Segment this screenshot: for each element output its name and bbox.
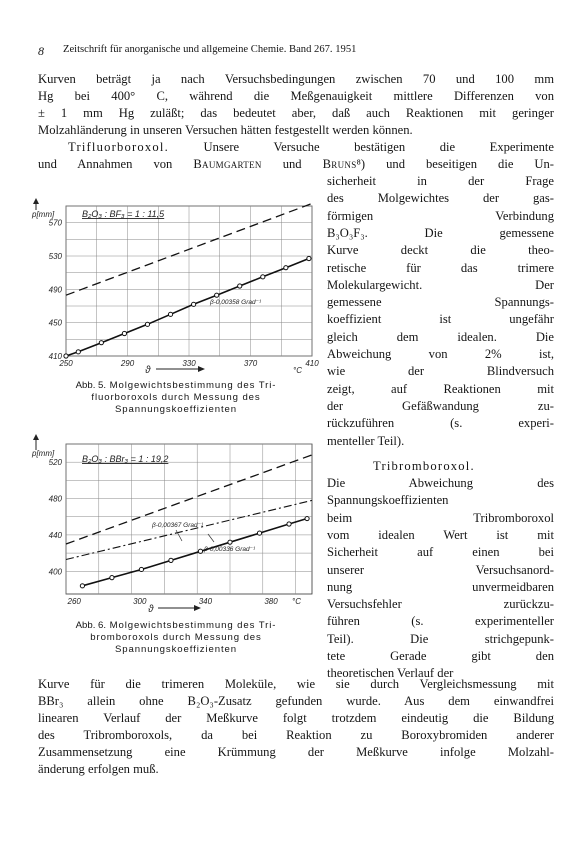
slope-annotation: β-0,00358 Grad⁻¹: [210, 299, 262, 306]
section-heading-tribrom: Tribromboroxol.: [373, 459, 475, 473]
column-line: führen (s. experimenteller: [327, 614, 554, 629]
column-line: Sicherheit auf einen bei: [327, 545, 554, 560]
curve-label: B₂O₃ : BF₃ = 1 : 11,5: [82, 209, 165, 219]
body-line: Kurven beträgt ja nach Versuchsbedingungen zwischen 70 und 100 mm: [38, 72, 554, 86]
data-point: [122, 331, 126, 335]
x-axis-unit: °C: [293, 366, 302, 375]
y-axis-arrowhead: [33, 198, 39, 204]
data-point: [110, 576, 114, 580]
column-line: vom idealen Wert ist mit: [327, 527, 554, 542]
annotation-pointer: [208, 534, 214, 542]
figure-6-caption: [30, 620, 322, 657]
series-line-dash-dot: [66, 500, 312, 559]
section-heading-trifluor: Trifluorboroxol.: [68, 140, 169, 154]
column-line: unserer Versuchsanord-: [327, 562, 554, 577]
x-axis-symbol: ϑ: [145, 365, 151, 376]
data-point: [215, 293, 219, 297]
data-point: [257, 531, 261, 535]
body-line: änderung erfolgen muß.: [38, 762, 159, 776]
author-name: Bruns: [322, 157, 357, 171]
y-tick-label: 490: [48, 285, 62, 295]
x-tick-label: 250: [59, 359, 73, 368]
column-line: tete Gerade gibt den: [327, 649, 554, 663]
data-point: [145, 322, 149, 326]
caption-text: Molgewichtsbestimmung des Tri-: [109, 380, 277, 391]
data-point: [76, 350, 80, 354]
body-line: BBr₃ allein ohne B₂O₃-Zusatz gefunden wurde. Aus dem einwandfrei: [38, 694, 554, 708]
body-line: Zusammensetzung eine Krümmung der Meßkurve infolge Molzahl-: [38, 745, 554, 759]
section-heading-line: [373, 458, 554, 475]
column-line: menteller Teil).: [327, 433, 405, 448]
column-line: gleich dem idealen. Die: [327, 329, 554, 344]
body-text: und Annahmen von: [38, 157, 173, 171]
slope-annotation-lower: β-0,00336 Grad⁻¹: [204, 546, 256, 553]
y-tick-label: 410: [48, 352, 62, 361]
y-axis-label: p[mm]: [32, 210, 55, 219]
data-point: [80, 584, 84, 588]
caption-text: Spannungskoeffizienten: [114, 644, 238, 656]
slope-annotation-upper: β-0,00367 Grad⁻¹: [152, 522, 204, 529]
column-line: Molekulargewicht. Der: [327, 277, 554, 292]
body-line: Hg bei 400° C, während die Meßgenauigkeit mittlere Differenzen von: [38, 89, 554, 103]
column-line: B₃O₃F₃. Die gemessene: [327, 225, 554, 240]
y-tick-label: 440: [48, 530, 62, 540]
column-line: retische für das trimere: [327, 260, 554, 275]
column-line: Teil). Die strichgepunk-: [327, 631, 554, 646]
author-name: Baumgarten: [193, 157, 262, 171]
column-line: Kurve deckt die theo-: [327, 243, 554, 258]
y-tick-label: 520: [48, 458, 62, 468]
caption-text: bromboroxols durch Messung des: [90, 632, 262, 644]
x-tick-label: 410: [305, 359, 319, 368]
data-point: [305, 516, 309, 520]
body-text: Unsere Versuche bestätigen die Experimente: [203, 140, 554, 154]
column-line: förmigen Verbindung: [327, 208, 554, 223]
figure-5-caption: [30, 380, 322, 417]
data-point: [99, 341, 103, 345]
column-line: rückzuführen (s. experi-: [327, 416, 554, 431]
data-point: [198, 549, 202, 553]
x-axis-arrowhead: [198, 366, 205, 372]
figure-5-chart: [30, 198, 322, 378]
section-heading-line: [68, 139, 554, 156]
data-point: [238, 284, 242, 288]
x-axis-unit: °C: [292, 597, 301, 606]
y-tick-label: 480: [48, 494, 62, 504]
x-tick-label: 330: [182, 359, 196, 368]
column-line: theoretischen Verlauf der: [327, 666, 454, 681]
body-line: Kurve für die trimeren Moleküle, wie sie durch Vergleichsmessung mit: [38, 677, 554, 691]
curve-label: B₂O₃ : BBr₃ = 1 : 19,2: [82, 454, 169, 464]
x-axis-symbol: ϑ: [148, 604, 154, 615]
y-tick-label: 530: [48, 252, 62, 261]
data-point: [139, 567, 143, 571]
data-point: [169, 558, 173, 562]
x-tick-label: 260: [67, 597, 81, 606]
y-tick-label: 570: [48, 218, 62, 228]
column-line: Abweichung von 2% ist,: [327, 347, 554, 361]
data-point: [261, 275, 265, 279]
body-line: linearen Verlauf der Meßkurve folgt trotzdem eindeutig die Bildung: [38, 711, 554, 725]
y-axis-arrowhead: [33, 434, 39, 440]
column-line: zeigt, auf Reaktionen mit: [327, 381, 554, 396]
figure-6-chart: [30, 430, 322, 615]
x-tick-label: 290: [120, 359, 135, 368]
body-line: [38, 156, 554, 173]
data-point: [284, 266, 288, 270]
body-text: ⁸) und beseitigen die Un-: [356, 157, 554, 171]
data-point: [192, 302, 196, 306]
caption-text: fluorboroxols durch Messung des: [91, 392, 261, 404]
data-point: [64, 354, 68, 358]
column-line: nung unvermeidbaren: [327, 579, 554, 594]
y-tick-label: 400: [48, 567, 62, 577]
column-line: Spannungskoeffizienten: [327, 493, 449, 508]
x-tick-label: 300: [133, 597, 147, 606]
body-line: des Tribromboroxols, da bei Reaktion zu Boroxybromiden anderer: [38, 728, 554, 742]
data-point: [228, 540, 232, 544]
series-line-dashed: [66, 455, 312, 544]
column-line: Versuchsfehler zurückzu-: [327, 597, 554, 612]
caption-text: Spannungskoeffizienten: [114, 404, 238, 416]
caption-label: Abb. 5.: [75, 380, 107, 391]
y-axis-label: p[mm]: [32, 449, 55, 458]
x-tick-label: 380: [264, 597, 278, 606]
x-tick-label: 340: [198, 597, 213, 606]
body-text: und: [282, 157, 302, 171]
column-line: Die Abweichung des: [327, 476, 554, 490]
column-line: der Gefäßwandung zu-: [327, 398, 554, 413]
column-line: beim Tribromboroxol: [327, 510, 554, 525]
caption-text: Molgewichtsbestimmung des Tri-: [109, 620, 277, 631]
data-point: [168, 312, 172, 316]
column-line: des Molgewichtes der gas-: [327, 191, 554, 206]
body-line: Molzahländerung in unseren Versuchen hätten festgestellt werden können.: [38, 123, 413, 137]
column-line: koeffizient ist ungefähr: [327, 312, 554, 327]
data-point: [307, 256, 311, 260]
caption-label: Abb. 6.: [75, 620, 107, 631]
data-point: [287, 522, 291, 526]
y-tick-label: 450: [48, 318, 62, 328]
running-header: Zeitschrift für anorganische und allgemeine Chemie. Band 267. 1951: [63, 44, 357, 55]
column-line: gemessene Spannungs-: [327, 295, 554, 310]
body-line: ± 1 mm Hg zuläßt; das bedeutet aber, daß auch Reaktionen mit geringer: [38, 106, 554, 120]
x-tick-label: 370: [243, 359, 258, 368]
column-line: sicherheit in der Frage: [327, 174, 554, 188]
column-line: wie der Blindversuch: [327, 364, 554, 379]
page-number: 8: [38, 44, 44, 58]
